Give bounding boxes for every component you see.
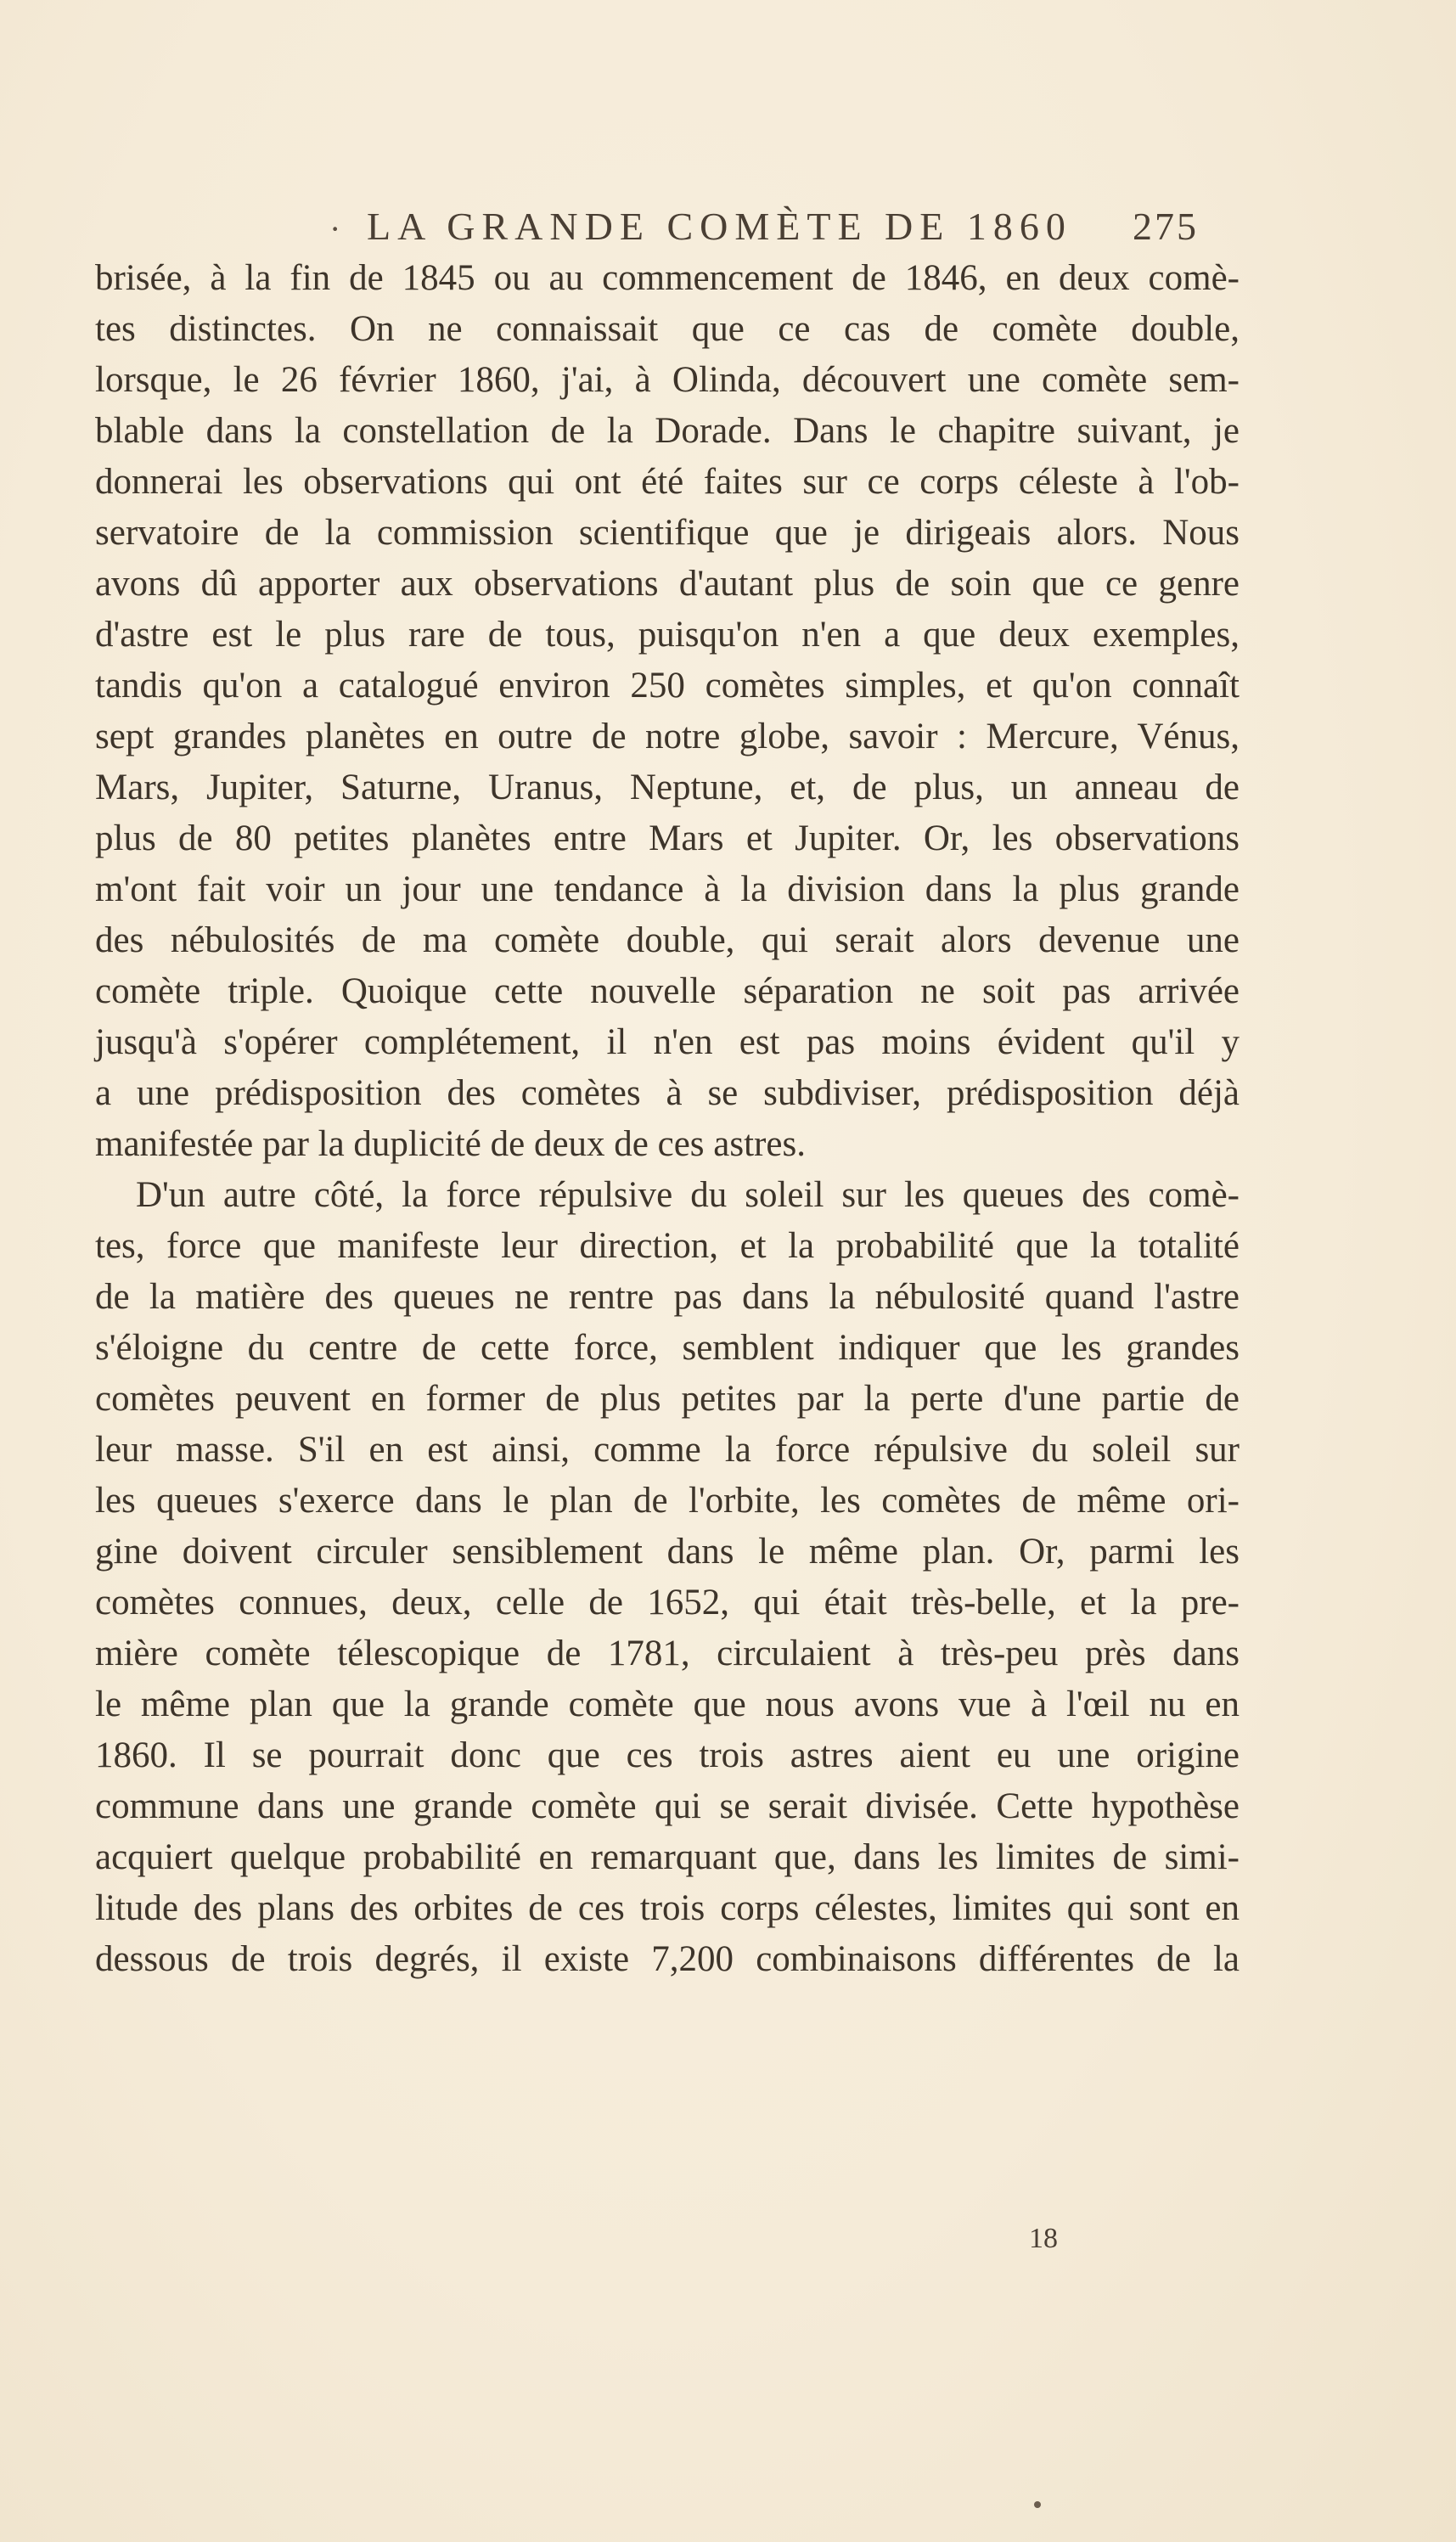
text-line: manifestée par la duplicité de deux de ces astres.: [95, 1124, 806, 1164]
text-line: acquiert quelque probabilité en remarquant que, dans les limites de simi-: [95, 1837, 1240, 1877]
text-line: brisée, à la fin de 1845 ou au commencement de 1846, en deux comè-: [95, 258, 1240, 298]
text-line: avons dû apporter aux observations d'autant plus de soin que ce genre: [95, 564, 1240, 604]
running-head: [0, 204, 1456, 255]
text-line: litude des plans des orbites de ces trois corps célestes, limites qui sont en: [95, 1888, 1240, 1928]
text-line: tes distinctes. On ne connaissait que ce cas de comète double,: [95, 309, 1240, 349]
text-line: jusqu'à s'opérer complétement, il n'en est pas moins évident qu'il y: [95, 1022, 1240, 1062]
header-dot: ·: [329, 210, 341, 248]
text-line: mière comète télescopique de 1781, circulaient à très-peu près dans: [95, 1634, 1240, 1673]
text-line: servatoire de la commission scientifique que je dirigeais alors. Nous: [95, 513, 1240, 553]
text-line: sept grandes planètes en outre de notre globe, savoir : Mercure, Vénus,: [95, 717, 1240, 756]
text-line: Mars, Jupiter, Saturne, Uranus, Neptune, et, de plus, un anneau de: [95, 768, 1240, 807]
text-line: m'ont fait voir un jour une tendance à la division dans la plus grande: [95, 869, 1240, 909]
text-line: leur masse. S'il en est ainsi, comme la force répulsive du soleil sur: [95, 1430, 1240, 1470]
text-line: gine doivent circuler sensiblement dans le même plan. Or, parmi les: [95, 1532, 1240, 1572]
text-line: 1860. Il se pourrait donc que ces trois astres aient eu une origine: [95, 1735, 1240, 1775]
text-line: s'éloigne du centre de cette force, semblent indiquer que les grandes: [95, 1328, 1240, 1368]
text-line: les queues s'exerce dans le plan de l'orbite, les comètes de même ori-: [95, 1481, 1240, 1521]
text-line: D'un autre côté, la force répulsive du soleil sur les queues des comè-: [136, 1175, 1240, 1215]
text-line: blable dans la constellation de la Dorade. Dans le chapitre suivant, je: [95, 411, 1240, 451]
speck-mark: [1034, 2501, 1041, 2508]
signature-mark: 18: [1029, 2223, 1058, 2254]
page-number: 275: [1133, 205, 1199, 248]
text-line: commune dans une grande comète qui se serait divisée. Cette hypothèse: [95, 1786, 1240, 1826]
text-line: des nébulosités de ma comète double, qui serait alors devenue une: [95, 920, 1240, 960]
text-line: comètes peuvent en former de plus petites par la perte d'une partie de: [95, 1379, 1240, 1419]
text-line: comète triple. Quoique cette nouvelle séparation ne soit pas arrivée: [95, 971, 1240, 1011]
text-line: a une prédisposition des comètes à se subdiviser, prédisposition déjà: [95, 1073, 1240, 1113]
chapter-title: LA GRANDE COMÈTE DE 1860: [367, 205, 1072, 248]
text-line: tes, force que manifeste leur direction, et la probabilité que la totalité: [95, 1226, 1240, 1266]
text-line: donnerai les observations qui ont été faites sur ce corps céleste à l'ob-: [95, 462, 1240, 502]
text-line: tandis qu'on a catalogué environ 250 comètes simples, et qu'on connaît: [95, 666, 1240, 706]
body-text: [95, 253, 1240, 1985]
text-line: le même plan que la grande comète que nous avons vue à l'œil nu en: [95, 1684, 1240, 1724]
text-line: lorsque, le 26 février 1860, j'ai, à Olinda, découvert une comète sem-: [95, 360, 1240, 400]
text-line: d'astre est le plus rare de tous, puisqu'on n'en a que deux exemples,: [95, 615, 1240, 655]
text-line: dessous de trois degrés, il existe 7,200 combinaisons différentes de la: [95, 1939, 1240, 1979]
text-line: plus de 80 petites planètes entre Mars et Jupiter. Or, les observations: [95, 818, 1240, 858]
text-line: comètes connues, deux, celle de 1652, qui était très-belle, et la pre-: [95, 1583, 1240, 1622]
text-line: de la matière des queues ne rentre pas dans la nébulosité quand l'astre: [95, 1277, 1240, 1317]
